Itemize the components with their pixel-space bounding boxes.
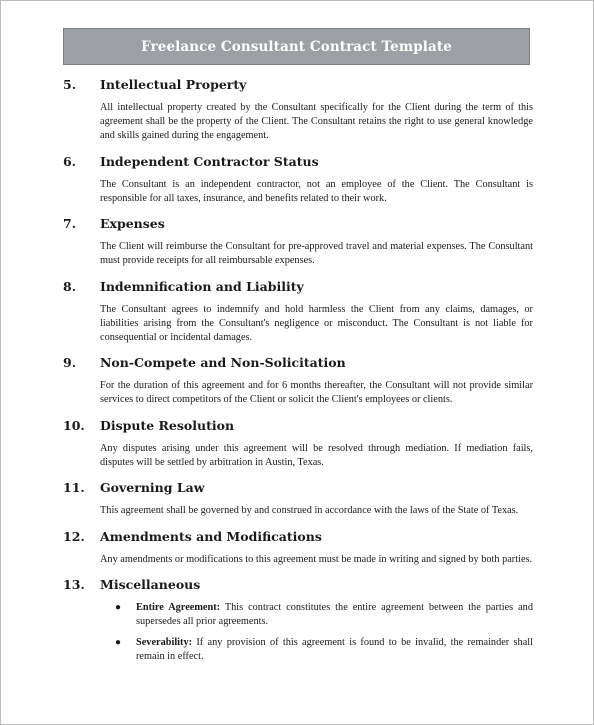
section-paragraph: This agreement shall be governed by and construed in accordance with the laws of the State of Texas.	[100, 505, 519, 516]
sections-container	[63, 77, 533, 675]
section-paragraph: Any amendments or modifications to this agreement must be made in writing and signed by both parties.	[100, 553, 533, 565]
section-title: Indemnification and Liability	[100, 278, 304, 294]
section-title: Independent Contractor Status	[100, 153, 319, 169]
document-title: Freelance Consultant Contract Template	[141, 38, 452, 55]
section-indemnification	[63, 279, 533, 345]
section-body	[100, 379, 533, 407]
section-number: 6.	[63, 153, 77, 169]
section-body	[100, 303, 533, 345]
section-title: Intellectual Property	[100, 77, 247, 92]
section-paragraph: The Consultant agrees to indemnify and hold harmless the Client from any claims, damages, or liabilities arising from the Consultant's negligence or misconduct. The Consultant is not liable for consequential or incidental damages.	[100, 303, 533, 343]
section-heading	[63, 216, 533, 236]
section-number: 10.	[63, 417, 85, 433]
title-banner	[63, 28, 530, 65]
section-dispute-resolution	[63, 418, 533, 470]
section-body	[100, 442, 533, 470]
section-expenses	[63, 216, 533, 268]
section-paragraph: All intellectual property created by the Consultant specifically for the Client during the term of this agreement shall be the property of the Client. The Consultant retains the right to use general knowledge and skills gained during the engagement.	[100, 102, 533, 141]
section-paragraph: For the duration of this agreement and for 6 months thereafter, the Consultant will not provide similar services to direct competitors of the Client or solicit the Client's employees or clients.	[100, 380, 533, 405]
section-heading	[63, 279, 533, 299]
bullet-item-severability	[100, 636, 533, 664]
section-title: Non-Compete and Non-Solicitation	[100, 355, 346, 370]
section-number: 7.	[63, 216, 77, 231]
section-body	[100, 178, 533, 206]
section-intellectual-property	[63, 77, 533, 143]
section-title: Amendments and Modifications	[100, 528, 322, 544]
section-heading	[63, 480, 533, 500]
bullet-list	[100, 601, 533, 664]
section-paragraph: The Client will reimburse the Consultant for pre-approved travel and material expenses. The Consultant must provide receipts for all reimbursable expenses.	[100, 241, 533, 266]
section-number: 8.	[63, 278, 77, 294]
bullet-label: Severability:	[136, 637, 193, 648]
section-heading	[63, 577, 533, 597]
section-number: 13.	[63, 577, 85, 592]
section-governing-law	[63, 480, 533, 518]
section-paragraph: The Consultant is an independent contractor, not an employee of the Client. The Consultant is responsible for all taxes, insurance, and benefits related to their work.	[100, 178, 533, 204]
bullet-item-entire-agreement	[100, 601, 533, 629]
section-heading	[63, 77, 533, 97]
section-paragraph: Any disputes arising under this agreement will be resolved through mediation. If mediation fails, disputes will be settled by arbitration in Austin, Texas.	[100, 442, 533, 468]
section-number: 11.	[63, 480, 85, 495]
section-number: 5.	[63, 77, 77, 92]
section-body	[100, 101, 533, 143]
section-title: Expenses	[100, 216, 165, 231]
bullet-text: If any provision of this agreement is found to be invalid, the remainder shall remain in effect.	[136, 637, 533, 662]
section-body	[100, 553, 533, 567]
section-heading	[63, 529, 533, 549]
bullet-text: This contract constitutes the entire agreement between the parties and supersedes all prior agreements.	[136, 602, 533, 627]
section-title: Governing Law	[100, 480, 205, 495]
section-title: Dispute Resolution	[100, 417, 235, 433]
bullet-label: Entire Agreement:	[136, 602, 221, 613]
section-miscellaneous	[63, 577, 533, 664]
section-body	[100, 240, 533, 268]
section-number: 9.	[63, 355, 77, 370]
section-independent-contractor	[63, 154, 533, 206]
bullet-icon: ●	[115, 637, 122, 648]
section-heading	[63, 355, 533, 375]
section-heading	[63, 154, 533, 174]
section-title: Miscellaneous	[100, 577, 201, 592]
bullet-icon: ●	[115, 602, 122, 613]
section-heading	[63, 418, 533, 438]
section-number: 12.	[63, 528, 85, 544]
section-body	[100, 504, 533, 518]
section-non-compete	[63, 355, 533, 407]
section-amendments	[63, 529, 533, 567]
